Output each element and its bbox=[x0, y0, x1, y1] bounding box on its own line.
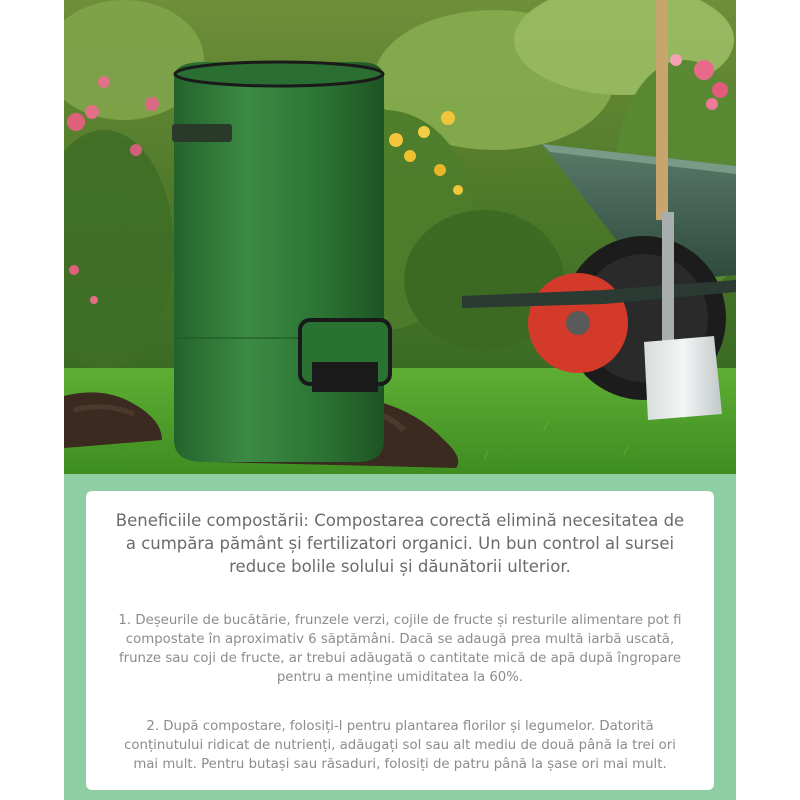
benefits-intro: Beneficiile compostării: Compostarea corectă elimină necesitatea de a cumpăra pământ și fertilizatori organici. Un bun control al sursei reduce bolile solului și dăunătorii ulterior. bbox=[115, 511, 685, 576]
bag-handle bbox=[172, 124, 232, 142]
benefit-item-1: 1. Deșeurile de bucătărie, frunzele verzi, cojile de fructe și resturile alimentare pot fi compostate în aproximativ 6 săptămâni. Dacă se adaugă prea multă iarbă uscată, frunze sau coji de fructe, ar trebui adăugată o cantitate mică de apă după îngropare pentru a menține umiditatea la 60%. bbox=[118, 613, 682, 685]
product-photo bbox=[64, 0, 736, 474]
product-frame bbox=[64, 0, 736, 800]
info-card bbox=[86, 491, 714, 790]
compost-bag bbox=[172, 62, 390, 462]
benefit-item-2: 2. După compostare, folosiți-l pentru plantarea florilor și legumelor. Datorită conținutului ridicat de nutrienți, adăugați sol sau alt mediu de două până la trei ori mai mult. Pentru butași sau răsaduri, folosiți de patru până la șase ori mai mult. bbox=[124, 719, 676, 772]
